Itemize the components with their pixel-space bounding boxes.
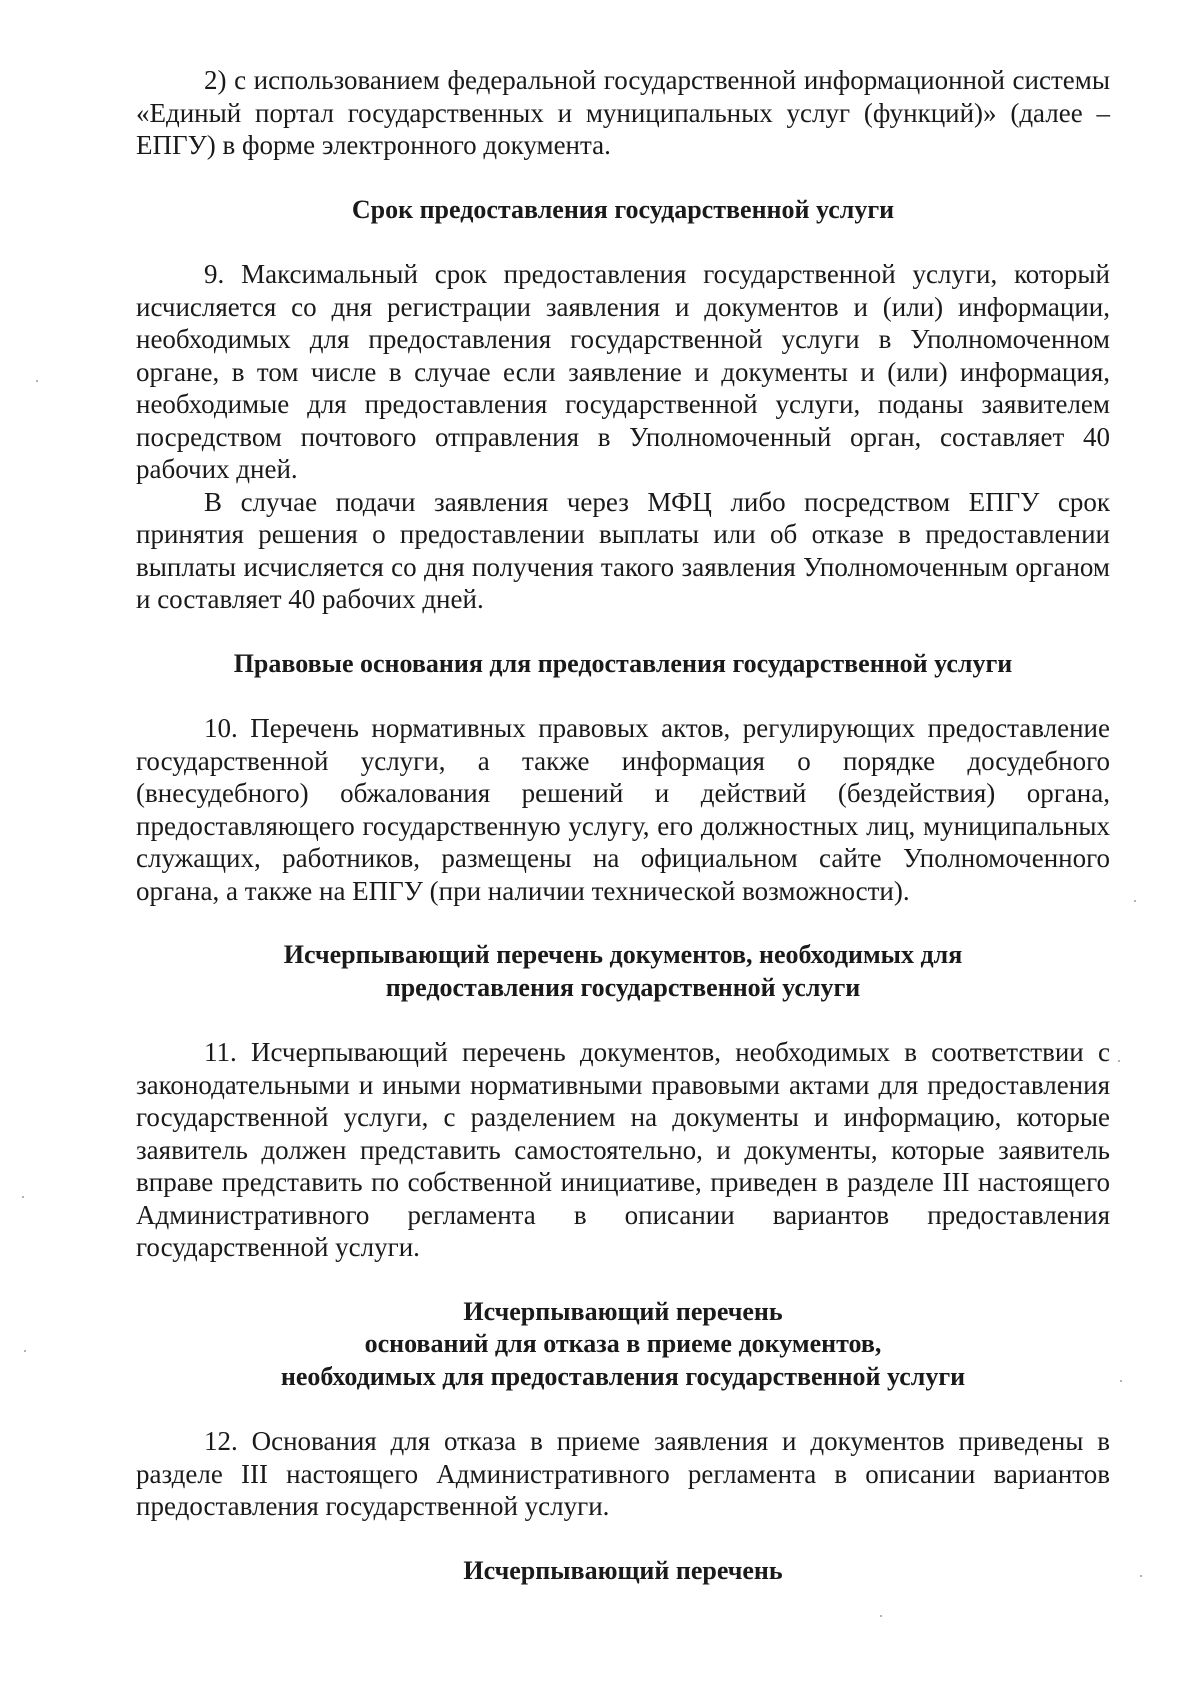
paragraph-item-8-2: 2) с использованием федеральной государственной информационной системы «Единый портал государственных и муниципальных услуг (функций)» (далее – ЕПГУ) в форме электронного документа. [136, 65, 1110, 160]
heading-line: Исчерпывающий перечень [463, 1296, 783, 1326]
paragraph-item-9: 9. Максимальный срок предоставления государственной услуги, который исчисляется со дня регистрации заявления и документов и (или) информации, необходимых для предоставления государственной услуги в Уполномоченном органе, в том числе в случае если заявление и документы и (или) информация, необходимые для предоставления государственной услуги, поданы заявителем посредством почтового отправления в Уполномоченный орган, составляет 40 рабочих дней. [136, 259, 1110, 484]
scan-speck [1118, 1060, 1120, 1062]
paragraph-item-12: 12. Основания для отказа в приеме заявления и документов приведены в разделе III настоящего Административного регламента в описании вариантов предоставления государственной услуги. [136, 1426, 1110, 1521]
section-heading-term [136, 194, 1110, 227]
document-body [136, 64, 1110, 1587]
heading-line: Правовые основания для предоставления государственной услуги [233, 648, 1013, 678]
section-heading-legal [136, 648, 1110, 681]
heading-line: необходимых для предоставления государственной услуги [280, 1361, 966, 1391]
heading-line: Исчерпывающий перечень [463, 1555, 783, 1585]
paragraph-item-11: 11. Исчерпывающий перечень документов, необходимых в соответствии с законодательными и иными нормативными правовыми актами для предоставления государственной услуги, с разделением на документы и информацию, которые заявитель должен представить самостоятельно, и документы, которые заявитель вправе представить по собственной инициативе, приведен в разделе III настоящего Административного регламента в описании вариантов предоставления государственной услуги. [136, 1037, 1110, 1262]
scan-speck [22, 1196, 24, 1198]
scan-speck [36, 380, 38, 382]
scan-speck [1120, 1380, 1122, 1382]
heading-line: предоставления государственной услуги [385, 972, 861, 1002]
heading-line: оснований для отказа в приеме документов, [364, 1329, 882, 1358]
section-heading-refusal [136, 1296, 1110, 1394]
scan-speck [24, 1350, 26, 1352]
scan-speck [880, 1615, 882, 1617]
section-heading-docs [136, 939, 1110, 1004]
paragraph-item-10: 10. Перечень нормативных правовых актов, регулирующих предоставление государственной услуги, а также информация о порядке досудебного (внесудебного) обжалования решений и действий (бездействия) органа, предоставляющего государственную услугу, его должностных лиц, муниципальных служащих, работников, размещены на официальном сайте Уполномоченного органа, а также на ЕПГУ (при наличии технической возможности). [136, 713, 1110, 906]
section-heading-next [136, 1555, 1110, 1588]
paragraph-item-9-mfc: В случае подачи заявления через МФЦ либо посредством ЕПГУ срок принятия решения о предоставлении выплаты или об отказе в предоставлении выплаты исчисляется со дня получения такого заявления Уполномоченным органом и составляет 40 рабочих дней. [136, 486, 1110, 614]
heading-line: Исчерпывающий перечень документов, необходимых для [283, 940, 963, 969]
scan-speck [1140, 1575, 1142, 1577]
scan-speck [1134, 900, 1136, 902]
heading-line: Срок предоставления государственной услуги [351, 194, 895, 224]
